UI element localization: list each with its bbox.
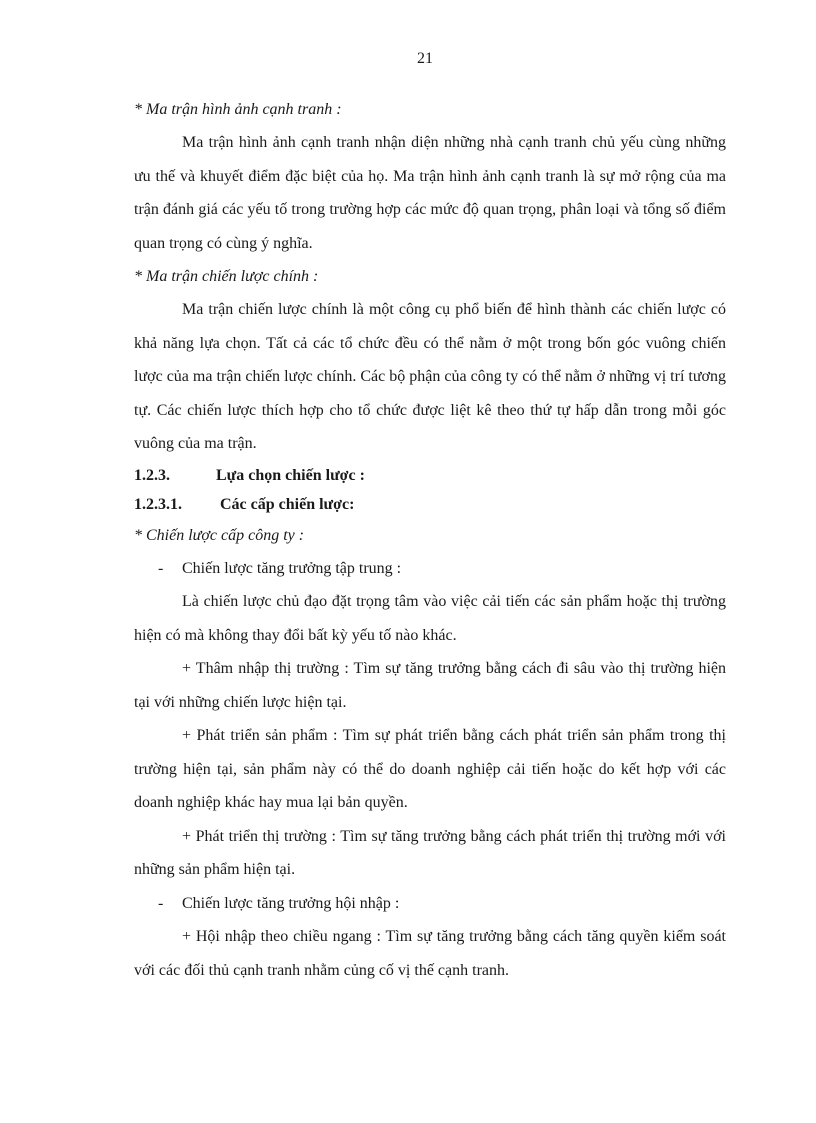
bullet-concentrated-growth	[134, 552, 726, 586]
paragraph-market-development: + Phát triển thị trường : Tìm sự tăng trưởng bằng cách phát triển thị trường mới với những sản phẩm hiện tại.	[134, 827, 726, 878]
bullet-text: Chiến lược tăng trưởng hội nhập :	[182, 894, 400, 912]
section-title: Lựa chọn chiến lược :	[216, 466, 365, 484]
subheading-grand-strategy-matrix: * Ma trận chiến lược chính :	[134, 268, 319, 285]
page-body	[134, 93, 726, 987]
paragraph-horizontal-integration: + Hội nhập theo chiều ngang : Tìm sự tăng trưởng bằng cách tăng quyền kiểm soát với các đối thủ cạnh tranh nhằm củng cố vị thế cạnh tranh.	[134, 928, 726, 979]
section-number: 1.2.3.1.	[134, 495, 182, 513]
bullet-dash: -	[158, 894, 164, 912]
subheading-corporate-strategy: * Chiến lược cấp công ty :	[134, 526, 305, 544]
paragraph-concentrated-growth: Là chiến lược chủ đạo đặt trọng tâm vào việc cải tiến các sản phẩm hoặc thị trường hiện có mà không thay đổi bất kỳ yếu tố nào khác.	[134, 593, 726, 644]
paragraph-grand-strategy-matrix: Ma trận chiến lược chính là một công cụ phổ biến để hình thành các chiến lược có khả năng lựa chọn. Tất cả các tổ chức đều có thể nằm ở một trong bốn góc vuông chiến lược của ma trận chiến lược chính. Các bộ phận của công ty có thể nằm ở những vị trí tương tự. Các chiến lược thích hợp cho tổ chức được liệt kê theo thứ tự hấp dẫn trong mỗi góc vuông của ma trận.	[134, 301, 726, 452]
paragraph-competitive-profile-matrix: Ma trận hình ảnh cạnh tranh nhận diện những nhà cạnh tranh chủ yếu cùng những ưu thế và khuyết điểm đặc biệt của họ. Ma trận hình ảnh cạnh tranh là sự mở rộng của ma trận đánh giá các yếu tố trong trường hợp các mức độ quan trọng, phân loại và tổng số điểm quan trọng có cùng ý nghĩa.	[134, 134, 726, 252]
bullet-dash: -	[158, 559, 164, 577]
section-number: 1.2.3.	[134, 466, 170, 484]
bullet-integration-growth	[134, 887, 726, 921]
section-heading-1-2-3-1	[134, 490, 726, 519]
subheading-competitive-profile-matrix: * Ma trận hình ảnh cạnh tranh :	[134, 101, 342, 118]
bullet-text: Chiến lược tăng trưởng tập trung :	[182, 559, 402, 577]
paragraph-market-penetration: + Thâm nhập thị trường : Tìm sự tăng trưởng bằng cách đi sâu vào thị trường hiện tại với những chiến lược hiện tại.	[134, 660, 726, 711]
page-number: 21	[417, 50, 433, 67]
section-heading-1-2-3	[134, 461, 726, 490]
section-title: Các cấp chiến lược:	[220, 495, 355, 513]
paragraph-product-development: + Phát triển sản phẩm : Tìm sự phát triển bằng cách phát triển sản phẩm trong thị trường hiện tại, sản phẩm này có thể do doanh nghiệp cải tiến hoặc do kết hợp với các doanh nghiệp khác hay mua lại bản quyền.	[134, 727, 726, 811]
